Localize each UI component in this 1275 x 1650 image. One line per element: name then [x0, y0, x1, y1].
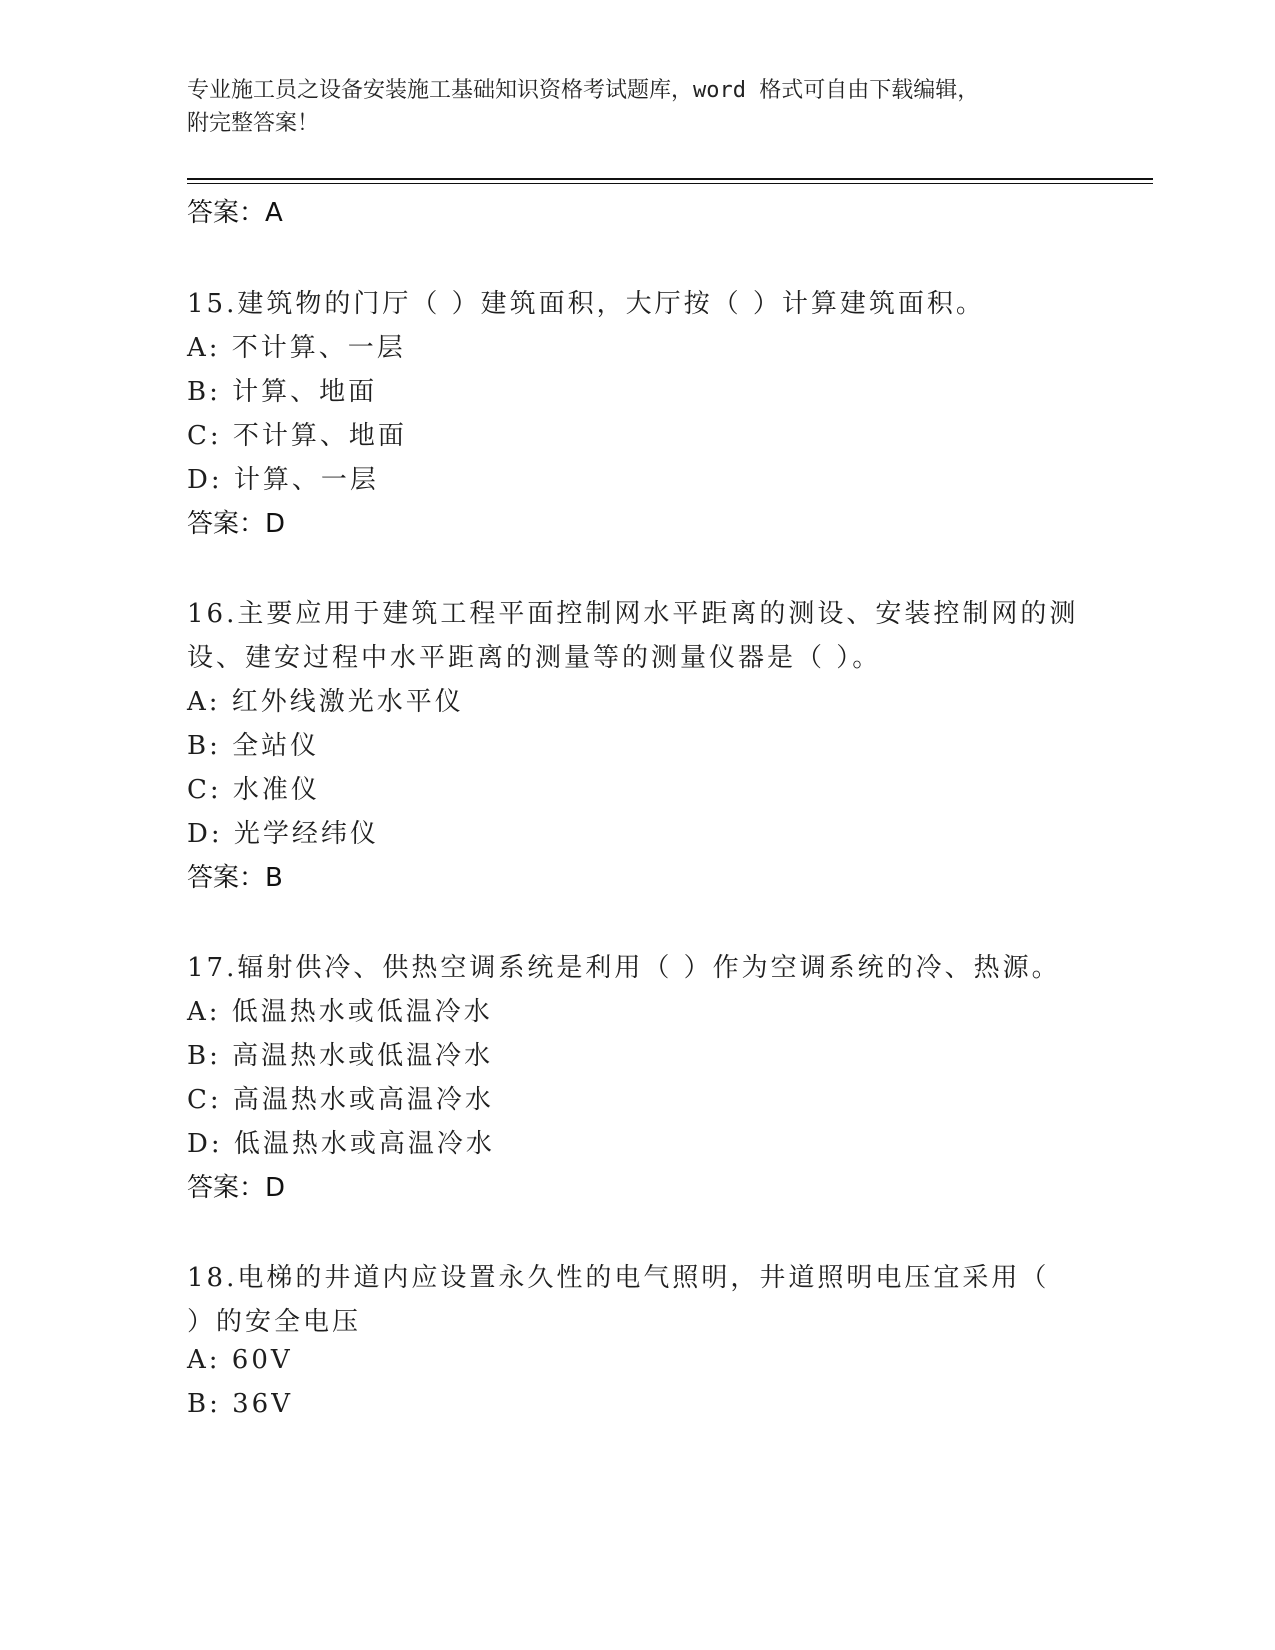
q17-option-b: B: 高温热水或低温冷水: [187, 1041, 494, 1071]
q15-option-b: B: 计算、地面: [187, 377, 378, 407]
q17-stem: 17.辐射供冷、供热空调系统是利用（ ）作为空调系统的冷、热源。: [187, 953, 1061, 983]
q16-stem-line-1: 16.主要应用于建筑工程平面控制网水平距离的测设、安装控制网的测: [187, 599, 1079, 629]
q15-option-a: A: 不计算、一层: [187, 333, 406, 363]
q17-option-d: D: 低温热水或高温冷水: [187, 1129, 495, 1159]
answer-prev: 答案：A: [187, 198, 283, 228]
q16-answer: 答案：B: [187, 863, 283, 893]
q16-option-b: B: 全站仪: [187, 731, 320, 761]
q15-stem: 15.建筑物的门厅（ ）建筑面积，大厅按（ ）计算建筑面积。: [187, 289, 985, 319]
q15-option-c: C: 不计算、地面: [187, 421, 407, 451]
q16-option-a: A: 红外线激光水平仪: [187, 687, 464, 717]
q17-answer: 答案：D: [187, 1173, 286, 1203]
q18-option-b: B: 36V: [187, 1389, 293, 1419]
q18-stem-line-1: 18.电梯的井道内应设置永久性的电气照明，井道照明电压宜采用（: [187, 1263, 1050, 1293]
document-header: [187, 74, 1067, 140]
header-line-2: 附完整答案！: [187, 111, 320, 136]
q18-option-a: A: 60V: [187, 1345, 293, 1375]
q18-stem-line-2: ）的安全电压: [187, 1307, 362, 1337]
q17-option-c: C: 高温热水或高温冷水: [187, 1085, 494, 1115]
header-line-1: 专业施工员之设备安装施工基础知识资格考试题库，word 格式可自由下载编辑，: [187, 78, 980, 103]
q15-answer: 答案：D: [187, 509, 286, 539]
q16-option-c: C: 水准仪: [187, 775, 320, 805]
q16-stem-line-2: 设、建安过程中水平距离的测量等的测量仪器是（ ）。: [187, 643, 882, 673]
q16-option-d: D: 光学经纬仪: [187, 819, 379, 849]
header-divider-thin: [187, 183, 1153, 184]
q17-option-a: A: 低温热水或低温冷水: [187, 997, 493, 1027]
header-divider-thick: [187, 178, 1153, 180]
q15-option-d: D: 计算、一层: [187, 465, 379, 495]
